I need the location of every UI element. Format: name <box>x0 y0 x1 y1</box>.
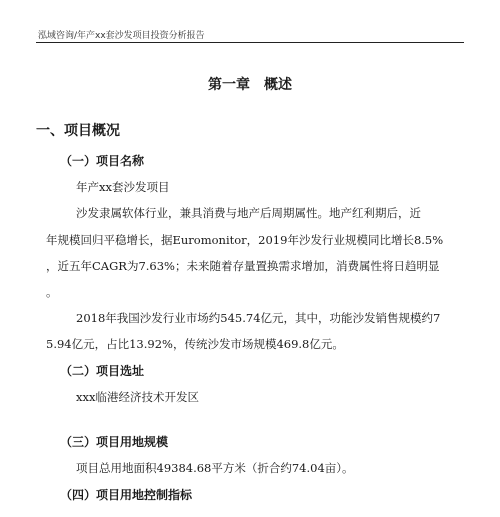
paragraph-line: 年规模回归平稳增长，据Euromonitor，2019年沙发行业规模同比增长8.5% <box>46 233 444 247</box>
subsection-heading-land-scale: （三）项目用地规模 <box>60 435 169 449</box>
header-divider <box>36 42 464 43</box>
section-heading: 一、项目概况 <box>36 123 120 139</box>
paragraph-line: 5.94亿元，占比13.92%，传统沙发市场规模469.8亿元。 <box>46 337 344 351</box>
land-scale-text: 项目总用地面积49384.68平方米（折合约74.04亩）。 <box>76 461 354 475</box>
project-name: 年产xx套沙发项目 <box>76 180 170 194</box>
subsection-heading-name: （一）项目名称 <box>60 154 145 168</box>
paragraph-line: ，近五年CAGR为7.63%；未来随着存量置换需求增加，消费属性将日趋明显 <box>46 259 440 273</box>
chapter-title: 第一章 概述 <box>208 77 292 93</box>
paragraph-line: 2018年我国沙发行业市场约545.74亿元，其中，功能沙发销售规模约7 <box>76 311 441 325</box>
project-location: xxx临港经济技术开发区 <box>76 390 199 404</box>
subsection-heading-location: （二）项目选址 <box>60 364 145 378</box>
paragraph-line: 沙发隶属软体行业，兼具消费与地产后周期属性。地产红利期后，近 <box>76 206 421 220</box>
running-header: 泓域咨询/年产xx套沙发项目投资分析报告 <box>38 31 205 41</box>
paragraph-line: 。 <box>46 285 58 299</box>
subsection-heading-land-control: （四）项目用地控制指标 <box>60 488 193 502</box>
